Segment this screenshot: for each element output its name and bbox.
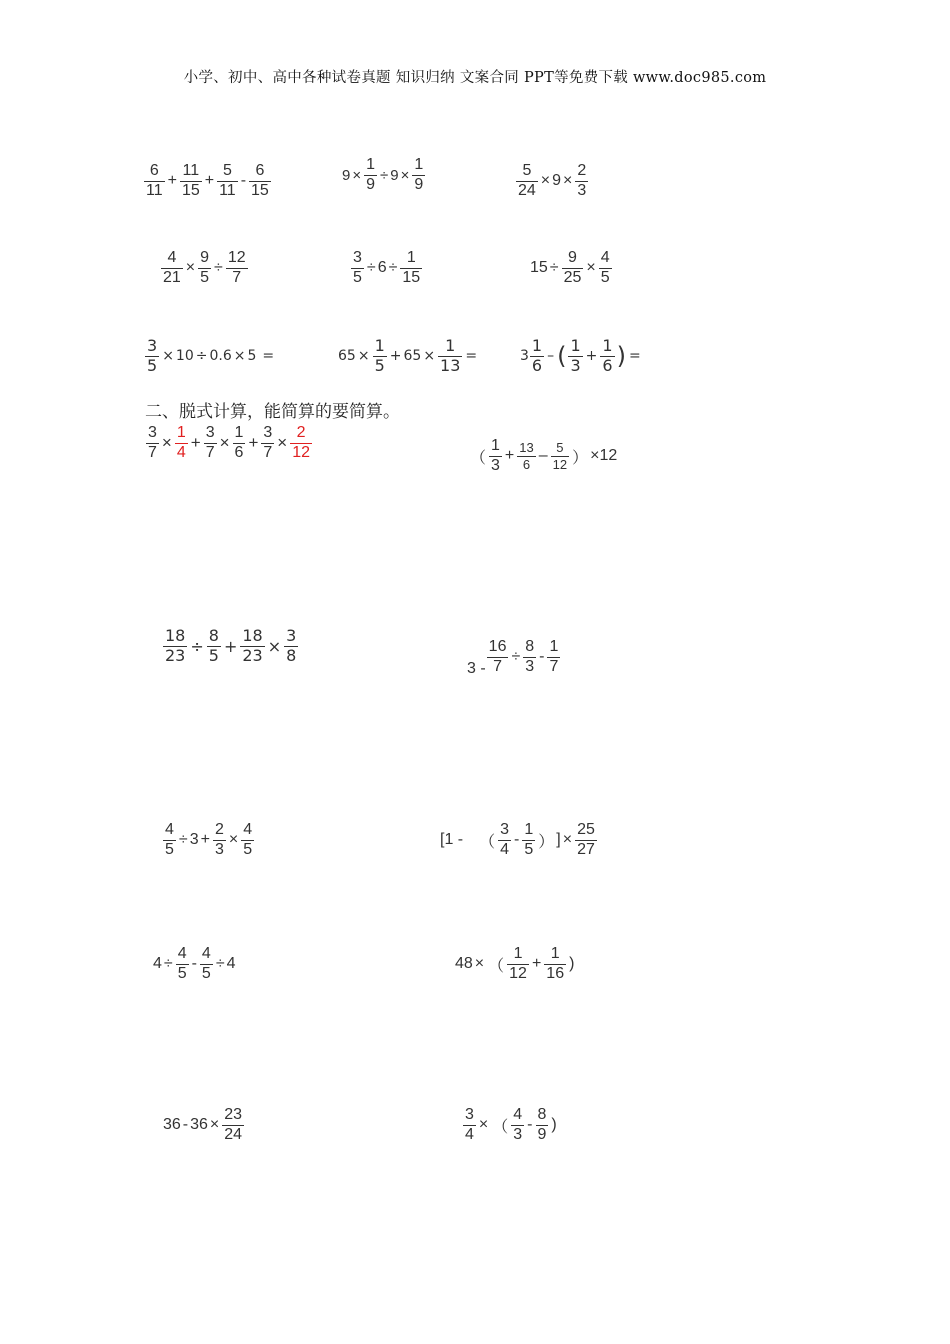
operator: ×	[162, 348, 174, 365]
operator: =	[262, 348, 275, 365]
fraction	[599, 250, 612, 287]
fraction	[241, 822, 254, 859]
operator: +	[585, 348, 598, 365]
numerator: 1	[550, 945, 560, 962]
operator: ×	[357, 348, 370, 365]
numerator: 1	[531, 336, 543, 355]
denominator: 5	[600, 268, 610, 286]
fraction	[198, 250, 211, 287]
denominator: 27	[577, 840, 595, 858]
number: 12	[599, 447, 618, 465]
fraction	[213, 822, 226, 859]
operator: +	[248, 433, 259, 453]
fraction	[575, 822, 597, 859]
operator: ÷	[380, 166, 389, 184]
fraction	[522, 822, 535, 859]
operator: ÷	[511, 648, 521, 665]
numerator: 4	[167, 249, 177, 266]
operator: ÷	[388, 259, 398, 277]
fraction	[412, 157, 425, 194]
denominator: 3	[513, 1125, 523, 1143]
operator: ）	[538, 833, 555, 851]
number: 48	[455, 955, 473, 973]
denominator: 15	[251, 181, 269, 199]
numerator: 4	[165, 821, 174, 838]
operator: -	[240, 172, 247, 190]
number: 4	[226, 955, 236, 973]
fraction-red	[290, 425, 312, 462]
numerator: 9	[568, 249, 577, 266]
number: 1 -	[444, 831, 464, 849]
numerator: 1	[491, 437, 500, 454]
operator: ×	[267, 636, 282, 656]
denominator: 11	[219, 181, 236, 199]
denominator: 3	[214, 840, 224, 858]
fraction	[507, 946, 529, 983]
fraction	[240, 628, 264, 665]
numerator: 25	[577, 821, 595, 838]
expr-r2-2	[350, 250, 423, 287]
denominator: 3	[577, 181, 587, 199]
operator: ×	[540, 172, 551, 190]
number: 9	[552, 172, 562, 190]
operator: ×	[185, 259, 196, 277]
operator: +	[190, 433, 201, 453]
numerator: 1	[570, 336, 581, 355]
expr-s2-3	[162, 628, 299, 665]
numerator: 11	[182, 162, 200, 179]
operator: ÷	[214, 259, 223, 277]
fraction	[284, 628, 298, 665]
numerator: 13	[519, 440, 534, 456]
operator: -	[182, 1116, 189, 1134]
number: 65	[338, 348, 356, 365]
numerator: 1	[524, 821, 534, 838]
number: 9	[390, 166, 399, 184]
fraction	[161, 250, 183, 287]
operator: （	[470, 449, 487, 467]
denominator: 5	[243, 840, 253, 858]
expr-s2-6	[440, 822, 598, 859]
operator: ×	[277, 433, 288, 453]
numerator: 12	[227, 249, 246, 266]
denominator: 5	[374, 355, 385, 375]
numerator: 3	[500, 821, 510, 838]
expr-r3-3	[520, 338, 643, 375]
operator: ×	[423, 348, 436, 365]
denominator: 24	[224, 1125, 243, 1143]
denominator: 7	[493, 657, 503, 675]
denominator: 7	[205, 443, 215, 461]
numerator: 8	[537, 1106, 547, 1123]
operator: （	[479, 833, 496, 851]
fraction	[233, 425, 246, 462]
fraction	[222, 1107, 244, 1144]
operator: ×	[219, 433, 230, 453]
numerator: 1	[406, 249, 416, 266]
fraction	[544, 946, 566, 983]
numerator: 9	[200, 249, 210, 266]
number: 4	[153, 955, 162, 973]
numerator: 1	[366, 156, 376, 173]
fraction	[364, 157, 377, 194]
page-header: 小学、初中、高中各种试卷真题 知识归纳 文案合同 PPT等免费下载 www.doc985.com	[183, 70, 767, 86]
expr-s2-7	[153, 946, 236, 983]
operator: ÷	[195, 348, 208, 365]
fraction	[517, 441, 535, 471]
fraction	[207, 628, 221, 665]
numerator: 1	[445, 336, 456, 355]
fraction	[530, 338, 544, 375]
numerator: 5	[522, 162, 532, 179]
expr-s2-9	[163, 1107, 245, 1144]
numerator: 4	[513, 1106, 523, 1123]
fraction	[180, 163, 202, 200]
fraction	[487, 639, 509, 676]
number: 3	[189, 831, 199, 849]
expr-s2-10	[462, 1107, 559, 1144]
expr-s2-1	[145, 425, 313, 462]
denominator: 12	[509, 964, 527, 982]
denominator: 5	[201, 964, 211, 982]
denominator: 6	[522, 456, 531, 472]
fraction	[516, 163, 538, 200]
denominator: 8	[286, 645, 297, 665]
denominator: 6	[234, 443, 244, 461]
fraction	[536, 1107, 549, 1144]
operator: -	[191, 955, 197, 973]
numerator: 1	[176, 424, 186, 441]
number: 10	[175, 348, 194, 365]
numerator: 6	[255, 162, 265, 179]
denominator: 6	[531, 355, 543, 375]
denominator: 15	[181, 181, 200, 199]
expr-r2-1	[160, 250, 249, 287]
denominator: 5	[147, 355, 158, 375]
denominator: 5	[177, 964, 187, 982]
denominator: 7	[263, 443, 273, 461]
number: ×	[590, 447, 600, 465]
denominator: 3	[491, 456, 500, 474]
denominator: 5	[200, 268, 210, 286]
denominator: 13	[440, 355, 461, 375]
operator: （	[492, 1118, 509, 1136]
number: 36	[190, 1116, 208, 1134]
numerator: 2	[214, 821, 224, 838]
denominator: 5	[208, 645, 219, 665]
operator: ÷	[190, 636, 204, 656]
operator: ×	[586, 259, 596, 277]
denominator: 7	[232, 268, 242, 286]
denominator: 23	[165, 645, 186, 665]
numerator: 1	[414, 156, 424, 173]
expr-r1-1	[143, 163, 272, 200]
denominator: 12	[292, 443, 311, 461]
operator: )	[551, 1116, 557, 1134]
operator: )	[569, 955, 575, 973]
operator: =	[465, 348, 478, 365]
fraction	[400, 250, 422, 287]
operator: +	[223, 636, 238, 656]
denominator: 11	[146, 181, 163, 199]
fraction	[562, 250, 584, 287]
operator: ×	[474, 955, 485, 973]
fraction	[498, 822, 511, 859]
expr-r1-3	[515, 163, 589, 200]
fraction	[176, 946, 189, 983]
operator: =	[628, 348, 641, 365]
operator: )	[616, 342, 626, 371]
operator: ×	[233, 348, 246, 365]
numerator: 3	[286, 626, 297, 645]
numerator: 5	[556, 440, 564, 456]
numerator: 8	[525, 637, 535, 655]
number: [	[440, 831, 445, 849]
fraction	[145, 338, 159, 375]
denominator: 6	[602, 355, 613, 375]
operator: -	[527, 1116, 533, 1134]
denominator: 7	[549, 657, 559, 675]
numerator: 3	[263, 424, 273, 441]
denominator: 15	[402, 268, 421, 286]
operator: ×	[562, 831, 573, 849]
denominator: 21	[163, 268, 181, 286]
number: 65	[403, 348, 422, 365]
numerator: 6	[149, 162, 159, 179]
fraction	[200, 946, 213, 983]
fraction	[463, 1107, 476, 1144]
numerator: 5	[222, 162, 232, 179]
operator: ÷	[215, 955, 225, 973]
fraction	[568, 338, 582, 375]
operator: ×	[228, 831, 239, 849]
number: 15	[530, 259, 548, 277]
operator: -	[514, 831, 520, 849]
operator: ÷	[178, 831, 188, 849]
operator: -	[539, 648, 545, 665]
fraction	[204, 425, 217, 462]
numerator: 18	[242, 626, 263, 645]
fraction	[261, 425, 274, 462]
expr-s2-2	[468, 438, 617, 475]
numerator: 2	[577, 162, 587, 179]
expr-r3-2	[338, 338, 479, 375]
numerator: 3	[205, 424, 215, 441]
operator: ÷	[549, 259, 559, 277]
fraction	[146, 425, 159, 462]
operator: （	[488, 957, 505, 975]
denominator: 23	[242, 645, 263, 665]
operator: +	[204, 172, 215, 190]
denominator: 3	[525, 657, 535, 675]
denominator: 5	[165, 840, 174, 858]
operator: ）	[572, 449, 589, 467]
denominator: 25	[563, 268, 582, 286]
operator: ×	[209, 1116, 220, 1134]
numerator: 4	[201, 945, 211, 962]
numerator: 23	[224, 1106, 243, 1123]
denominator: 9	[414, 175, 424, 193]
fraction	[226, 250, 248, 287]
denominator: 4	[176, 443, 186, 461]
denominator: 5	[353, 268, 362, 286]
denominator: 16	[546, 964, 565, 982]
operator: +	[531, 955, 542, 973]
numerator: 3	[147, 336, 158, 355]
numerator: 1	[549, 637, 559, 655]
fraction	[373, 338, 387, 375]
fraction	[351, 250, 364, 287]
numerator: 3	[353, 249, 362, 266]
numerator: 1	[513, 945, 523, 962]
fraction	[600, 338, 614, 375]
operator: –	[538, 447, 548, 465]
denominator: 24	[518, 181, 536, 199]
fraction	[217, 163, 238, 200]
number: 3	[520, 348, 529, 365]
denominator: 3	[570, 355, 581, 375]
fraction-red	[175, 425, 188, 462]
fraction	[551, 441, 569, 471]
denominator: 12	[552, 456, 568, 472]
numerator: 8	[208, 626, 219, 645]
denominator: 7	[148, 443, 157, 461]
fraction	[144, 163, 165, 200]
operator: –	[547, 348, 555, 365]
number: 6	[377, 259, 387, 277]
section-title: 二、脱式计算，能简算的要简算。	[145, 402, 400, 422]
numerator: 3	[148, 424, 157, 441]
fraction	[547, 639, 560, 676]
operator: ÷	[163, 955, 173, 973]
fraction	[489, 438, 502, 475]
fraction	[163, 822, 176, 859]
operator: ×	[478, 1116, 489, 1134]
numerator: 16	[488, 637, 507, 655]
denominator: 4	[500, 840, 510, 858]
operator: ×	[563, 172, 573, 190]
number: ]	[556, 831, 561, 849]
operator: (	[557, 342, 567, 371]
numerator: 3	[465, 1106, 474, 1123]
operator: ÷	[366, 259, 376, 277]
denominator: 4	[465, 1125, 474, 1143]
operator: ×	[352, 166, 362, 184]
fraction	[438, 338, 462, 375]
operator: +	[200, 831, 210, 849]
number: 5	[247, 348, 257, 365]
number: 36	[163, 1116, 181, 1134]
operator: ×	[161, 433, 172, 453]
numerator: 4	[600, 249, 610, 266]
number: 9	[342, 166, 351, 184]
operator: +	[167, 172, 177, 190]
expr-r2-3	[530, 250, 613, 287]
expr-r3-1	[144, 338, 276, 375]
operator: ×	[400, 166, 410, 184]
fraction	[523, 639, 536, 676]
numerator: 1	[602, 336, 613, 355]
number: 3 -	[467, 660, 486, 677]
operator: +	[504, 447, 515, 465]
fraction	[575, 163, 588, 200]
fraction	[249, 163, 271, 200]
numerator: 4	[177, 945, 187, 962]
denominator: 9	[537, 1125, 547, 1143]
fraction	[163, 628, 187, 665]
expr-s2-5	[162, 822, 255, 859]
numerator: 2	[296, 424, 306, 441]
number: 0.6	[209, 348, 232, 365]
denominator: 5	[524, 840, 534, 858]
denominator: 9	[366, 175, 376, 193]
expr-s2-8	[455, 946, 576, 983]
fraction	[511, 1107, 524, 1144]
expr-r1-2	[342, 157, 426, 194]
expr-s2-4	[467, 636, 561, 678]
numerator: 1	[374, 336, 385, 355]
numerator: 4	[243, 821, 253, 838]
numerator: 18	[165, 626, 186, 645]
operator: +	[389, 348, 402, 365]
numerator: 1	[234, 424, 244, 441]
